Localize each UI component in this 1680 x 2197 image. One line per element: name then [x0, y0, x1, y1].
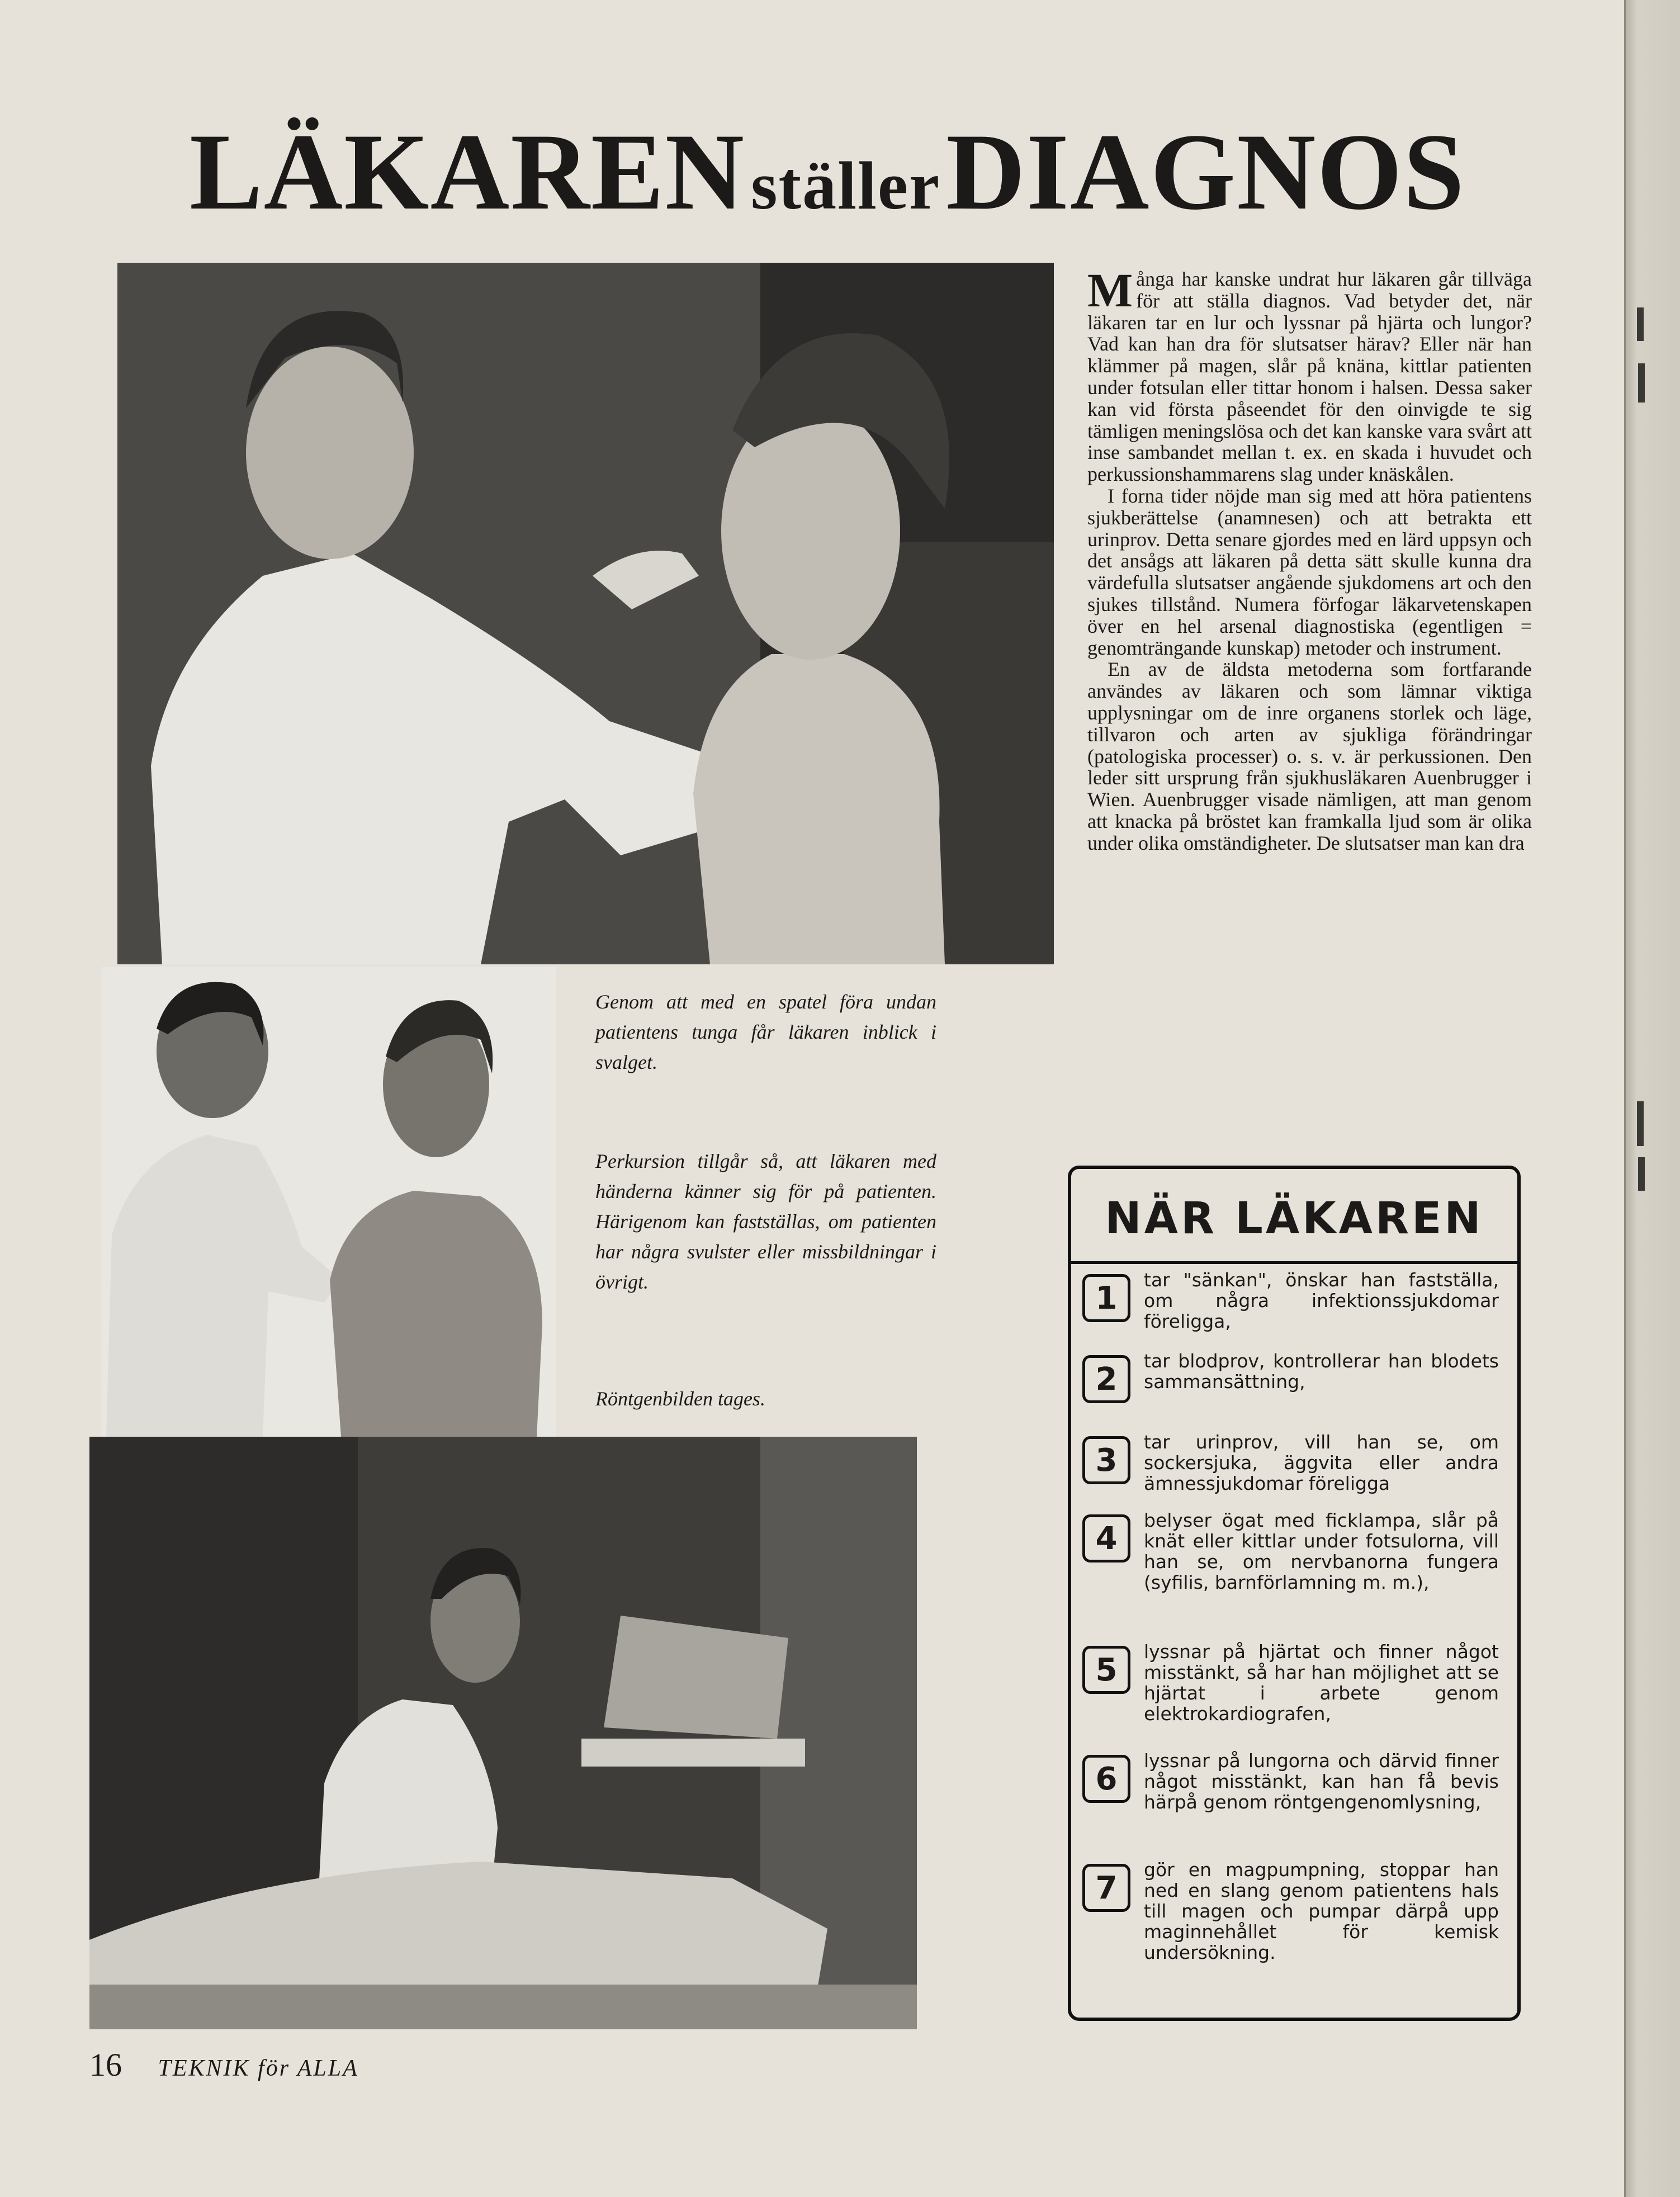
caption-xray: Röntgenbilden tages. — [595, 1388, 765, 1410]
article-paragraph-1 — [1087, 268, 1532, 485]
item-number: 2 — [1082, 1355, 1130, 1403]
item-number: 1 — [1082, 1274, 1130, 1322]
item-text: tar blodprov, kontrollerar han blodets sammansättning, — [1144, 1350, 1499, 1393]
item-text: gör en magpumpning, stoppar han ned en slang genom patientens hals till magen och pumpar därpå upp maginnehållet för kemisk undersökning. — [1144, 1859, 1499, 1963]
photo-throat-examination-graphic — [117, 263, 1054, 964]
item-text: belyser ögat med ficklampa, slår på knät eller kittlar under fotsulorna, vill han se, om nervbanorna fungera (syfilis, barnförlamning m. m.), — [1144, 1509, 1499, 1593]
magazine-name: TEKNIK för ALLA — [158, 2056, 359, 2081]
photo-throat-examination — [117, 263, 1054, 964]
page-title — [120, 111, 1535, 233]
article-paragraph-1-text: ånga har kanske undrat hur läkaren går tillväga för att ställa diagnos. Vad betyder det, när läkaren tar en lur och lyssnar på hjärta och lungor? Vad kan han dra för slutsatser härav? Eller när han klämmer på magen, slår på knäna, kittlar patienten under fotsulan eller tittar honom i halsen. Dessa saker kan vid första påseendet för den oinvigde te sig tämligen meningslösa och det kan kanske vara svårt att inse sambandet mellan t. ex. en skada i huvudet och perkussionshammarens slag under knäskålen. — [1087, 268, 1532, 486]
photo-percussion-graphic — [101, 967, 556, 1437]
page-number: 16 — [89, 2047, 122, 2083]
edge-mark — [1637, 1101, 1644, 1146]
headline-word-2: ställer — [751, 148, 941, 224]
item-text: lyssnar på lungorna och därvid finner något misstänkt, kan han få bevis härpå genom röntgengenomlysning, — [1144, 1750, 1499, 1813]
item-number: 3 — [1082, 1436, 1130, 1484]
photo-xray-graphic — [89, 1437, 917, 2029]
adjacent-page-edge — [1624, 0, 1680, 2197]
headline-word-3: DIAGNOS — [946, 111, 1466, 233]
drop-cap: M — [1087, 268, 1133, 317]
item-number: 6 — [1082, 1755, 1130, 1803]
item-text: tar "sänkan", önskar han fastställa, om några infektionssjukdomar föreligga, — [1144, 1269, 1499, 1332]
photo-percussion — [101, 967, 556, 1437]
caption-throat: Genom att med en spatel föra undan patientens tunga får läkaren inblick i svalget. — [595, 991, 936, 1073]
edge-mark — [1638, 363, 1645, 403]
article-body — [1087, 268, 1532, 1135]
item-text: lyssnar på hjärtat och finner något misstänkt, så har han möjlighet att se hjärtat i arbete genom elektrokardiografen, — [1144, 1641, 1499, 1725]
info-box — [1068, 1166, 1521, 2021]
headline-word-1: LÄKAREN — [189, 111, 746, 233]
edge-mark — [1637, 307, 1644, 341]
article-paragraph-2: I forna tider nöjde man sig med att höra patientens sjukberättelse (anamnesen) och att betrakta ett urinprov. Detta senare gjordes med en lärd uppsyn och det ansågs att läkaren på detta sätt skulle kunna dra värdefulla slutsatser angående sjukdomens art och den sjukes tillstånd. Numera förfogar läkarvetenskapen över en hel arsenal diagnostiska (egentligen = genomträngande kunskap) metoder och instrument. — [1087, 484, 1532, 659]
info-box-divider — [1071, 1261, 1517, 1264]
edge-mark — [1638, 1157, 1645, 1191]
article-paragraph-3: En av de äldsta metoderna som fortfarande användes av läkaren och som lämnar viktiga upplysningar om de inre organens storlek och läge, tillvaron och arten av sjukliga förändringar (patologiska processer) o. s. v. är perkussionen. Den leder sitt ursprung från sjukhusläkaren Auenbrugger i Wien. Auenbrugger visade nämligen, att man genom att knacka på bröstet kan framkalla ljud som är olika under olika omständigheter. De slutsatser man kan dra — [1087, 658, 1532, 854]
caption-percussion: Perkursion tillgår så, att läkaren med händerna känner sig för på patienten. Härigenom kan fastställas, om patienten har några svulster eller missbildningar i övrigt. — [595, 1150, 936, 1293]
info-box-title: NÄR LÄKAREN — [1105, 1194, 1484, 1244]
item-number: 5 — [1082, 1646, 1130, 1694]
page-footer — [89, 2046, 359, 2084]
item-text: tar urinprov, vill han se, om sockersjuka, äggvita eller andra ämnessjukdomar föreligga — [1144, 1431, 1499, 1494]
item-number: 7 — [1082, 1864, 1130, 1912]
item-number: 4 — [1082, 1514, 1130, 1562]
photo-xray — [89, 1437, 917, 2029]
